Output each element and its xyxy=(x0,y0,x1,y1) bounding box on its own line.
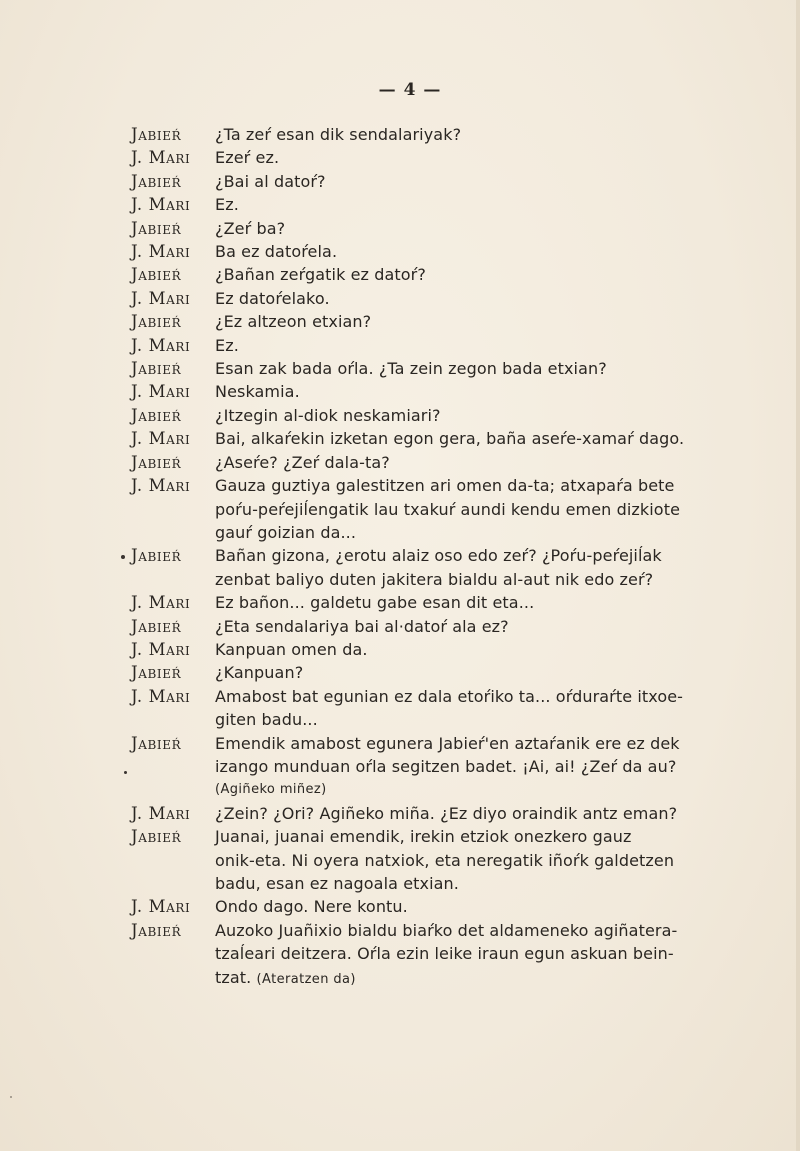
speech-line-text: Ba ez datoŕela. xyxy=(215,242,338,262)
speaker-name: Jabieŕ xyxy=(131,359,182,379)
dialogue-line xyxy=(131,451,731,474)
speech-line xyxy=(215,404,731,427)
speech-text xyxy=(215,661,731,684)
speech-line-text: badu, esan ez nagoala etxian. xyxy=(215,874,459,893)
speech-line-text: zenbat baliyo duten jakitera bialdu al-aut nik edo zeŕ? xyxy=(215,569,654,589)
speaker-name: Jabieŕ xyxy=(131,616,182,636)
speech-line xyxy=(215,591,731,614)
speaker-name: J. Mari xyxy=(131,686,191,706)
speech-line-text: poŕu-peŕejiĺengatik lau txakuŕ aundi kendu emen dizkiote xyxy=(215,499,681,519)
speaker-name: Jabieŕ xyxy=(131,546,182,566)
speech-line-text: Emendik amabost egunera Jabieŕ'en aztaŕanik ere ez dek xyxy=(215,733,680,753)
speech-text xyxy=(215,357,731,380)
dialogue-line xyxy=(131,427,731,450)
speaker-name: J. Mari xyxy=(131,242,191,262)
speech-line xyxy=(215,708,731,731)
speech-line xyxy=(215,895,731,918)
speaker-name: J. Mari xyxy=(131,476,191,496)
speech-line-text: ¿Bañan zeŕgatik ez datoŕ? xyxy=(215,265,426,285)
ink-speck xyxy=(10,1096,12,1098)
speech-line xyxy=(215,123,731,146)
speech-line-text: Amabost bat egunian ez dala etoŕiko ta... oŕduraŕte itxoe- xyxy=(215,686,684,706)
dialogue-line xyxy=(131,240,731,263)
speech-line xyxy=(215,521,731,544)
dialogue-line xyxy=(131,334,731,357)
speech-line xyxy=(215,942,731,965)
dialogue-line xyxy=(131,193,731,216)
speech-text xyxy=(215,123,731,146)
dialogue-line xyxy=(131,638,731,661)
dialogue-line xyxy=(131,661,731,684)
speech-line-text: ¿Aseŕe? ¿Zeŕ dala-ta? xyxy=(215,452,390,472)
speech-text xyxy=(215,615,731,638)
dialogue-line xyxy=(131,310,731,333)
speech-line xyxy=(215,334,731,357)
dialogue-line xyxy=(131,825,731,895)
speaker-name: Jabieŕ xyxy=(131,827,182,847)
speech-line-text: ¿Ta zeŕ esan dik sendalariyak? xyxy=(215,125,462,144)
dialogue-line xyxy=(131,732,731,802)
speech-line-text: tzat. xyxy=(215,967,252,987)
stage-direction: (Agiñeko miñez) xyxy=(215,782,327,798)
speech-text xyxy=(215,193,731,216)
speech-line-text: Juanai, juanai emendik, irekin etziok onezkero gauz xyxy=(215,827,632,847)
speech-text xyxy=(215,591,731,614)
speech-line xyxy=(215,568,731,591)
speaker-name: Jabieŕ xyxy=(131,663,182,683)
speech-text xyxy=(215,334,731,357)
speech-text xyxy=(215,217,731,240)
speaker-name: Jabieŕ xyxy=(131,405,182,425)
speech-line-text: tzaĺeari deitzera. Oŕla ezin leike iraun egun askuan bein- xyxy=(215,944,674,964)
speech-line-text: Ezeŕ ez. xyxy=(215,148,280,168)
speech-line xyxy=(215,310,731,333)
speech-line xyxy=(215,170,731,193)
dialogue-line xyxy=(131,591,731,614)
speech-line xyxy=(215,217,731,240)
speech-text xyxy=(215,240,731,263)
dialogue-line xyxy=(131,380,731,403)
speech-line-text: ¿Ez altzeon etxian? xyxy=(215,312,372,332)
dialogue-line xyxy=(131,895,731,918)
speech-line-text: Ez. xyxy=(215,195,239,215)
speech-text xyxy=(215,474,731,544)
speech-text xyxy=(215,802,731,825)
speech-line-text: Kanpuan omen da. xyxy=(215,639,368,659)
dialogue-line xyxy=(131,544,731,591)
speaker-name: Jabieŕ xyxy=(131,265,182,285)
speech-text xyxy=(215,732,731,802)
speaker-name: J. Mari xyxy=(131,382,191,402)
speech-line-text: Auzoko Juañixio bialdu biaŕko det aldameneko agiñatera- xyxy=(215,920,678,940)
dialogue-line xyxy=(131,287,731,310)
speech-line-text: Bai, alkaŕekin izketan egon gera, baña aseŕe-xamaŕ dago. xyxy=(215,429,685,449)
dialogue-line xyxy=(131,615,731,638)
speaker-name: J. Mari xyxy=(131,639,191,659)
dialogue-line xyxy=(131,146,731,169)
speaker-name: J. Mari xyxy=(131,803,191,823)
speech-text xyxy=(215,170,731,193)
speech-line xyxy=(215,638,731,661)
speech-text xyxy=(215,544,731,591)
speech-text xyxy=(215,685,731,732)
speech-text xyxy=(215,404,731,427)
speech-line xyxy=(215,919,731,942)
speech-line xyxy=(215,357,731,380)
dialogue-line xyxy=(131,170,731,193)
speaker-name: Jabieŕ xyxy=(131,125,182,144)
dialogue-line xyxy=(131,474,731,544)
dialogue-line xyxy=(131,263,731,286)
speaker-name: Jabieŕ xyxy=(131,312,182,332)
dialogue-line xyxy=(131,217,731,240)
speaker-name: Jabieŕ xyxy=(131,452,182,472)
dialogue-line xyxy=(131,919,731,991)
speech-text xyxy=(215,638,731,661)
speech-text xyxy=(215,427,731,450)
ink-speck xyxy=(121,555,125,559)
speech-line xyxy=(215,755,731,778)
speech-text xyxy=(215,380,731,403)
speech-text xyxy=(215,919,731,991)
dialogue-line xyxy=(131,685,731,732)
speech-line xyxy=(215,802,731,825)
speech-text xyxy=(215,287,731,310)
speech-line xyxy=(215,287,731,310)
speech-line-text: Ez datoŕelako. xyxy=(215,288,330,308)
speech-line xyxy=(215,427,731,450)
speech-line xyxy=(215,380,731,403)
speech-line-text: Gauza guztiya galestitzen ari omen da-ta; atxapaŕa bete xyxy=(215,476,675,496)
speech-text xyxy=(215,895,731,918)
speaker-name: J. Mari xyxy=(131,429,191,449)
speech-line-text: izango munduan oŕla segitzen badet. ¡Ai, ai! ¿Zeŕ da au? xyxy=(215,756,677,776)
speech-line xyxy=(215,825,731,848)
speech-line-text: ¿Itzegin al-diok neskamiari? xyxy=(215,405,441,425)
speech-line-text: onik-eta. Ni oyera natxiok, eta neregatik iñoŕk galdetzen xyxy=(215,850,675,870)
speaker-name: J. Mari xyxy=(131,195,191,215)
page-edge xyxy=(796,0,800,1151)
speech-line xyxy=(215,240,731,263)
speaker-name: J. Mari xyxy=(131,288,191,308)
speech-line-text: Esan zak bada oŕla. ¿Ta zein zegon bada etxian? xyxy=(215,359,607,379)
dialogue-line xyxy=(131,123,731,146)
speech-line-text: ¿Zein? ¿Ori? Agiñeko miña. ¿Ez diyo oraindik antz eman? xyxy=(215,803,678,823)
speech-line xyxy=(215,474,731,497)
speech-text xyxy=(215,451,731,474)
speaker-name: Jabieŕ xyxy=(131,920,182,940)
speech-line xyxy=(215,732,731,755)
speech-line xyxy=(215,193,731,216)
dialogue-line xyxy=(131,802,731,825)
speaker-name: Jabieŕ xyxy=(131,733,182,753)
speech-text xyxy=(215,146,731,169)
dialogue-body xyxy=(131,123,731,991)
speech-line xyxy=(215,661,731,684)
speaker-name: Jabieŕ xyxy=(131,218,182,238)
speech-line-text: ¿Zeŕ ba? xyxy=(215,218,286,238)
ink-speck xyxy=(124,771,127,774)
speech-line xyxy=(215,544,731,567)
speaker-name: J. Mari xyxy=(131,897,191,917)
speech-line xyxy=(215,498,731,521)
speech-line xyxy=(215,872,731,895)
speech-line xyxy=(215,849,731,872)
speech-line-text: Ondo dago. Nere kontu. xyxy=(215,897,408,917)
speech-line xyxy=(215,685,731,708)
speech-line-text: ¿Bai al datoŕ? xyxy=(215,171,326,191)
speech-line-text: giten badu... xyxy=(215,710,318,730)
page-number: — 4 — xyxy=(378,80,442,100)
speech-line-text: Ez. xyxy=(215,335,239,355)
speech-text xyxy=(215,310,731,333)
speech-line-text: ¿Eta sendalariya bai al·datoŕ ala ez? xyxy=(215,616,509,636)
speech-line xyxy=(215,451,731,474)
speech-text xyxy=(215,825,731,895)
speech-text xyxy=(215,263,731,286)
speech-line xyxy=(215,263,731,286)
dialogue-line xyxy=(131,404,731,427)
stage-direction: (Ateratzen da) xyxy=(256,971,356,987)
speech-line-text: Bañan gizona, ¿erotu alaiz oso edo zeŕ? ¿Poŕu-peŕejiĺak xyxy=(215,546,662,566)
speaker-name: J. Mari xyxy=(131,335,191,355)
speech-line-text: ¿Kanpuan? xyxy=(215,663,304,683)
speech-line-text: Ez bañon... galdetu gabe esan dit eta... xyxy=(215,593,535,613)
speech-line xyxy=(215,615,731,638)
speech-line xyxy=(215,146,731,169)
dialogue-line xyxy=(131,357,731,380)
speaker-name: J. Mari xyxy=(131,148,191,168)
speech-line-text: Neskamia. xyxy=(215,382,300,402)
speaker-name: Jabieŕ xyxy=(131,171,182,191)
speaker-name: J. Mari xyxy=(131,593,191,613)
speech-line xyxy=(215,966,731,991)
speech-line-text: gauŕ goizian da... xyxy=(215,522,357,542)
